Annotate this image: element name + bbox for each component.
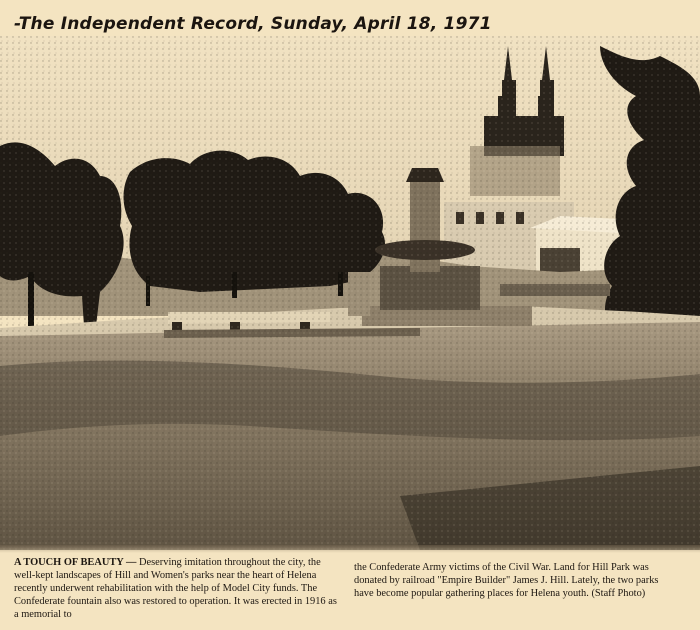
masthead: -The Independent Record, Sunday, April 18, 1971	[14, 14, 492, 34]
caption-lead: A TOUCH OF BEAUTY —	[14, 557, 137, 568]
photo-edge	[0, 545, 700, 553]
halftone-grain	[0, 36, 700, 550]
park-photograph	[0, 36, 700, 550]
caption-right-text: the Confederate Army victims of the Civil War. Land for Hill Park was donated by railroad "Empire Builder" James J. Hill. Lately, the two parks have become popular gathering places for Helena youth. (Staff Photo)	[354, 562, 659, 599]
photo-caption	[14, 556, 686, 622]
caption-left-column	[14, 556, 340, 621]
caption-right-column	[354, 561, 680, 600]
caption-left-text: Deserving imitation throughout the city, the well-kept landscapes of Hill and Women's parks near the heart of Helena recently underwent rehabilitation with the help of Model City funds. The Confederate fountain also was restored to operation. It was erected in 1916 as a memorial to	[14, 557, 337, 620]
